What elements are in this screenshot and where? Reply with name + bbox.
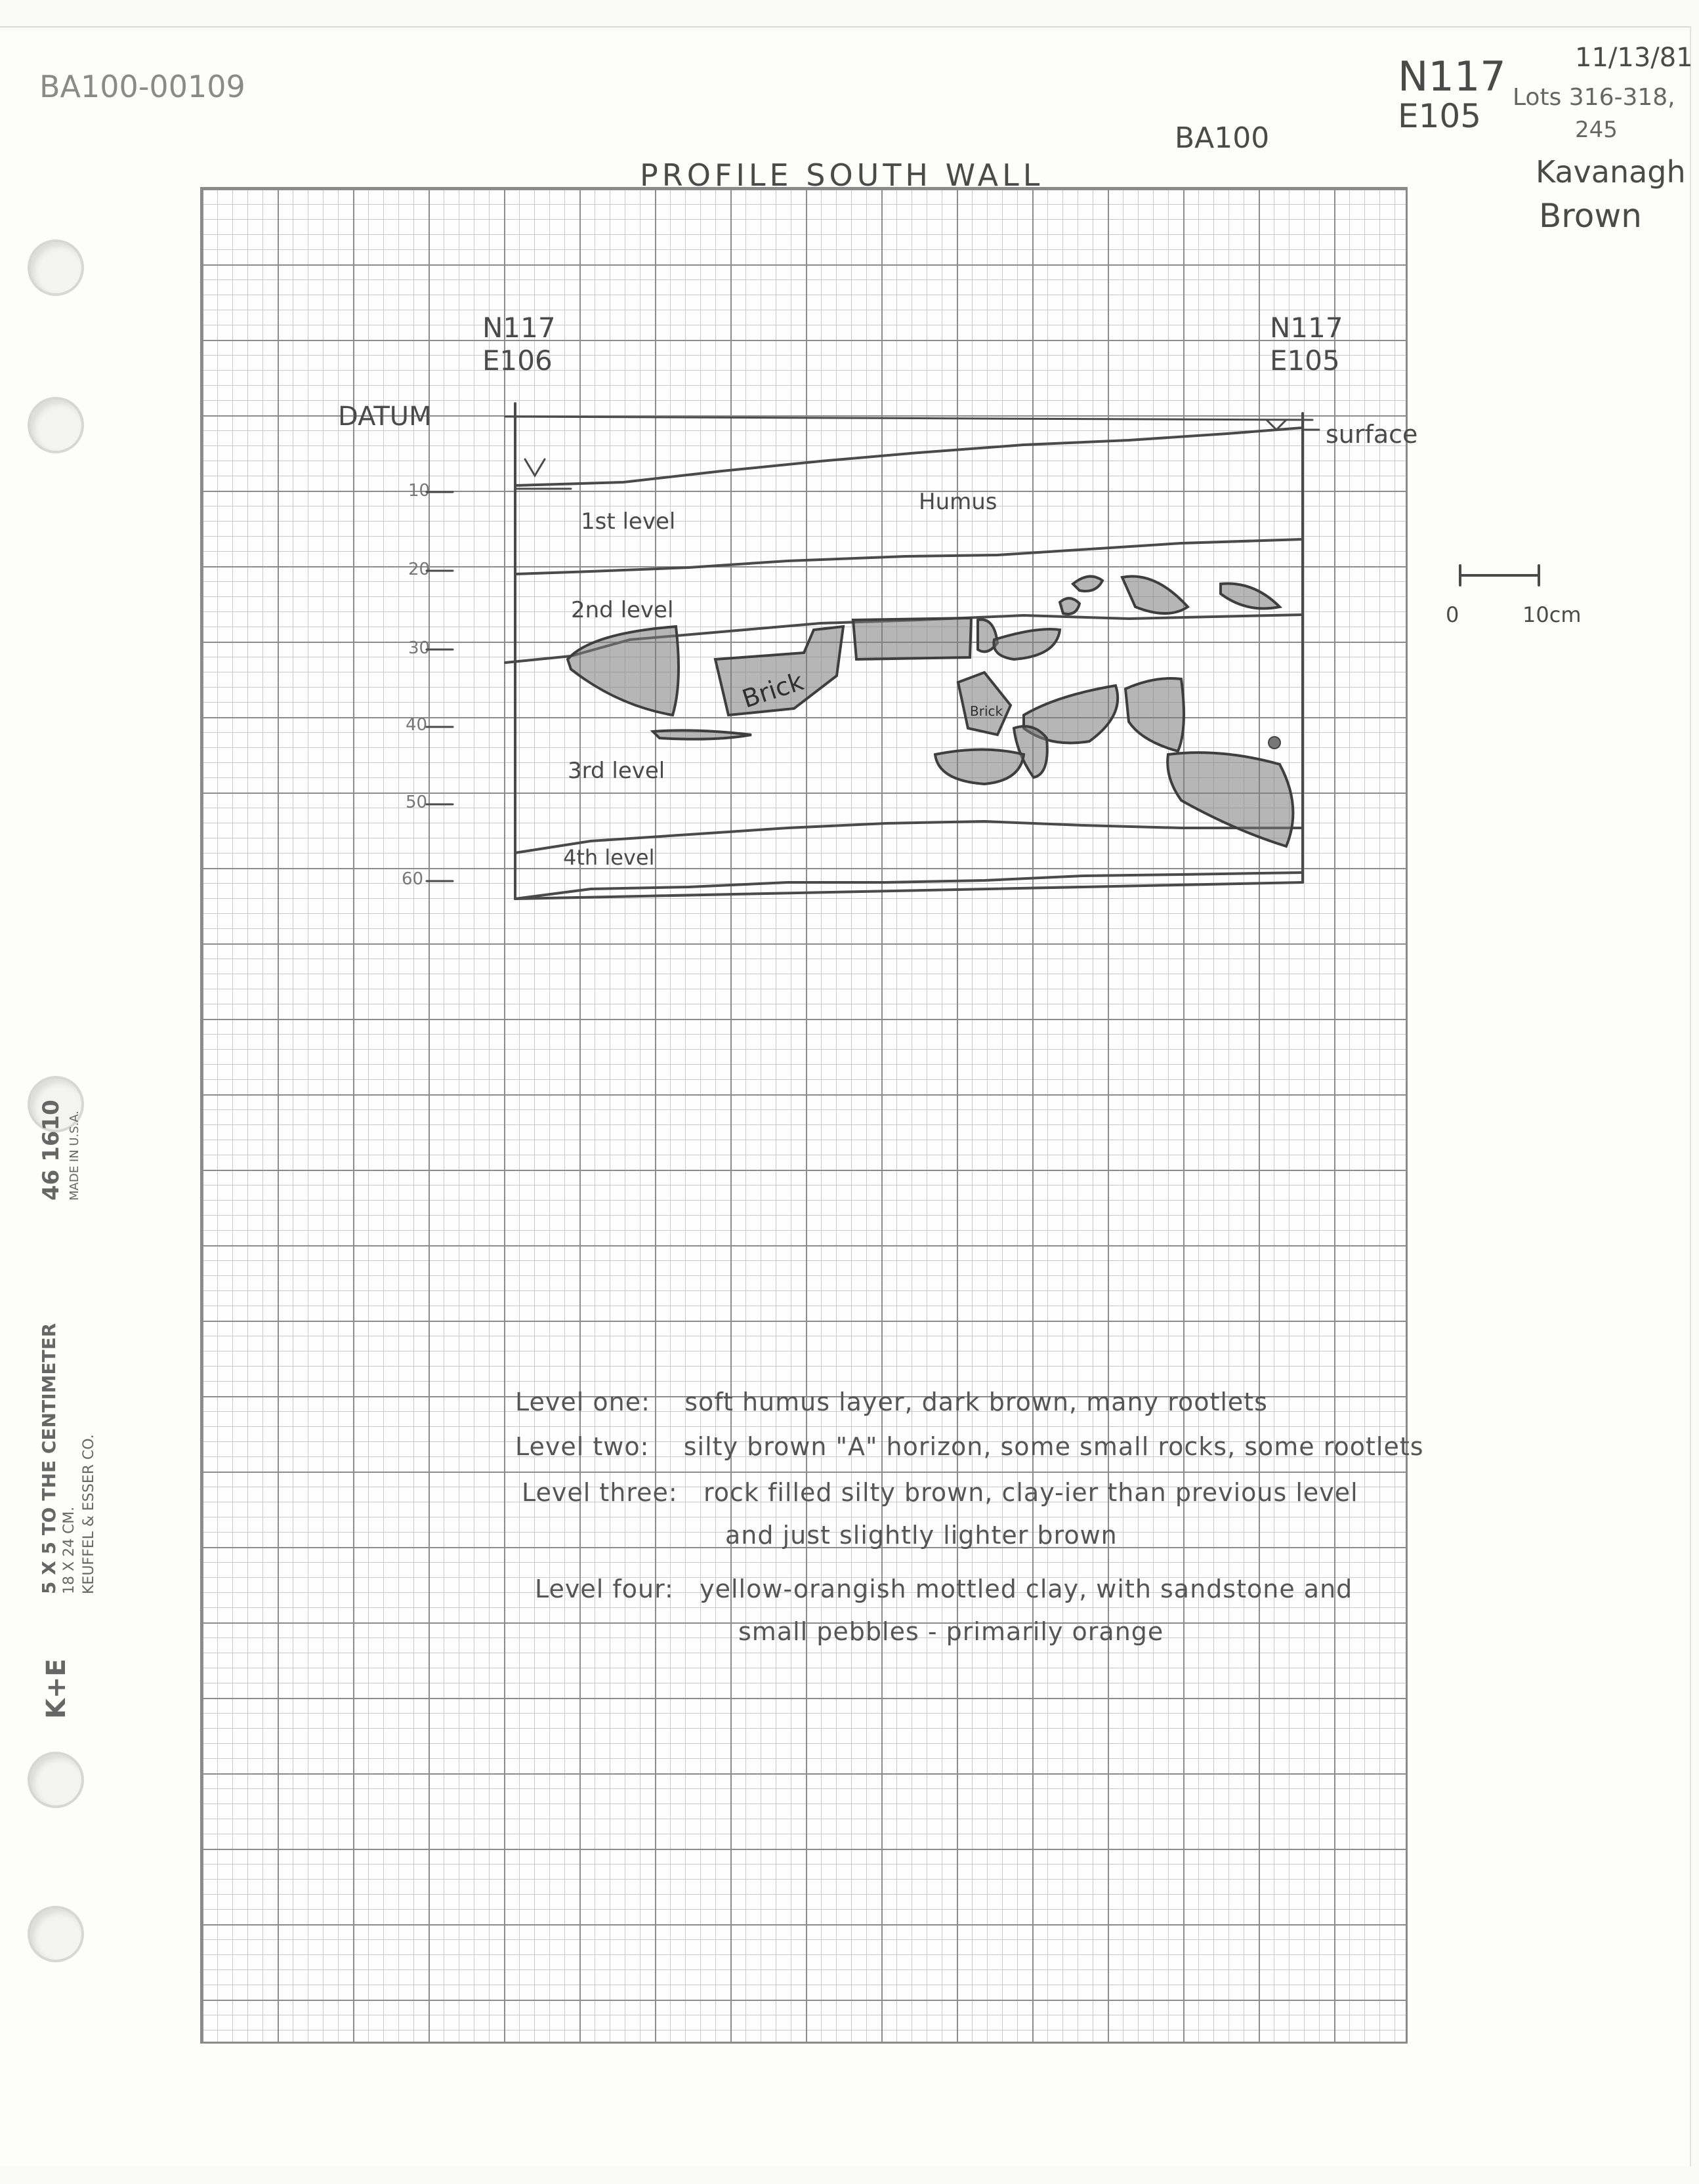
humus-label: Humus bbox=[919, 489, 997, 515]
surface-line bbox=[515, 428, 1303, 485]
excavator-name-1: Kavanagh bbox=[1536, 154, 1686, 190]
drawing-title: PROFILE SOUTH WALL bbox=[640, 157, 1044, 193]
lots-line-2: 245 bbox=[1575, 117, 1618, 143]
depth-tick-60: 60 bbox=[402, 869, 424, 889]
depth-tick-30: 30 bbox=[408, 638, 430, 658]
left-corner-east: E106 bbox=[482, 344, 553, 377]
depth-tick-10: 10 bbox=[408, 481, 430, 501]
note-text: and just slightly lighter brown bbox=[725, 1521, 1118, 1550]
made-in: MADE IN U.S.A. bbox=[68, 1110, 81, 1201]
note-level-one bbox=[515, 1388, 1268, 1416]
note-level-two bbox=[515, 1432, 1424, 1461]
brand-line-2: 18 X 24 CM. bbox=[61, 1506, 77, 1594]
left-corner-north: N117 bbox=[482, 312, 556, 344]
scale-start: 0 bbox=[1446, 602, 1459, 627]
brick-label: Brick bbox=[738, 667, 807, 714]
excavator-name-2: Brown bbox=[1539, 197, 1642, 235]
depth-tick-50: 50 bbox=[406, 793, 428, 812]
rock-shape bbox=[853, 618, 971, 659]
rock-shape bbox=[1060, 598, 1080, 614]
level-3-label: 3rd level bbox=[568, 758, 665, 784]
right-corner-north: N117 bbox=[1270, 312, 1343, 344]
product-number: 46 1610 bbox=[38, 1100, 64, 1201]
rock-shape bbox=[1167, 752, 1293, 846]
level-1-label: 1st level bbox=[581, 508, 676, 535]
note-label: Level four: bbox=[535, 1575, 674, 1603]
lots-line-1: Lots 316-318, bbox=[1513, 84, 1675, 111]
rock-shape bbox=[1221, 583, 1280, 608]
site-number: BA100 bbox=[1175, 121, 1270, 155]
level-3-bottom bbox=[515, 821, 1303, 853]
brick-label-small: Brick bbox=[970, 703, 1003, 719]
datum-label: DATUM bbox=[338, 402, 432, 432]
rock-shape bbox=[653, 730, 751, 739]
keuffel-esser-logo: K+E bbox=[41, 1659, 72, 1719]
depth-tick-40: 40 bbox=[406, 715, 428, 735]
note-label: Level three: bbox=[522, 1478, 678, 1507]
unit-east: E105 bbox=[1398, 97, 1482, 135]
datum-line bbox=[505, 417, 1312, 420]
rock-shape bbox=[568, 627, 679, 715]
right-corner-east: E105 bbox=[1270, 344, 1340, 377]
note-level-four-cont bbox=[738, 1617, 1164, 1646]
surface-label: surface bbox=[1326, 420, 1418, 449]
file-id: BA100-00109 bbox=[39, 69, 245, 104]
depth-tick-20: 20 bbox=[408, 560, 430, 579]
paper-imprint bbox=[31, 1100, 97, 1739]
scale-end: 10cm bbox=[1522, 602, 1582, 627]
level-2-label: 2nd level bbox=[571, 597, 674, 623]
rock-shape bbox=[1122, 576, 1188, 613]
rock-shape bbox=[994, 629, 1060, 659]
note-text: yellow-orangish mottled clay, with sandstone and bbox=[700, 1575, 1353, 1603]
rock-shape bbox=[1125, 678, 1184, 751]
note-level-three bbox=[522, 1478, 1358, 1507]
rock-shape bbox=[935, 750, 1024, 785]
note-level-four bbox=[535, 1575, 1353, 1603]
note-level-three-cont bbox=[725, 1521, 1118, 1550]
level-4-label: 4th level bbox=[563, 845, 655, 870]
brand-line-1: 5 X 5 TO THE CENTIMETER bbox=[38, 1323, 60, 1594]
profile-floor bbox=[515, 882, 1303, 899]
unit-north: N117 bbox=[1398, 52, 1506, 100]
note-text: silty brown "A" horizon, some small rocks, some rootlets bbox=[683, 1432, 1424, 1461]
note-label: Level one: bbox=[515, 1388, 650, 1416]
note-text: soft humus layer, dark brown, many rootlets bbox=[684, 1388, 1268, 1416]
rock-shape bbox=[1073, 577, 1102, 591]
note-text: rock filled silty brown, clay-ier than previous level bbox=[703, 1478, 1358, 1507]
excavation-date: 11/13/81 bbox=[1575, 43, 1693, 73]
note-text: small pebbles - primarily orange bbox=[738, 1617, 1164, 1646]
brand-line-3: KEUFFEL & ESSER CO. bbox=[81, 1434, 97, 1594]
note-label: Level two: bbox=[515, 1432, 650, 1461]
level-1-bottom bbox=[515, 539, 1303, 574]
